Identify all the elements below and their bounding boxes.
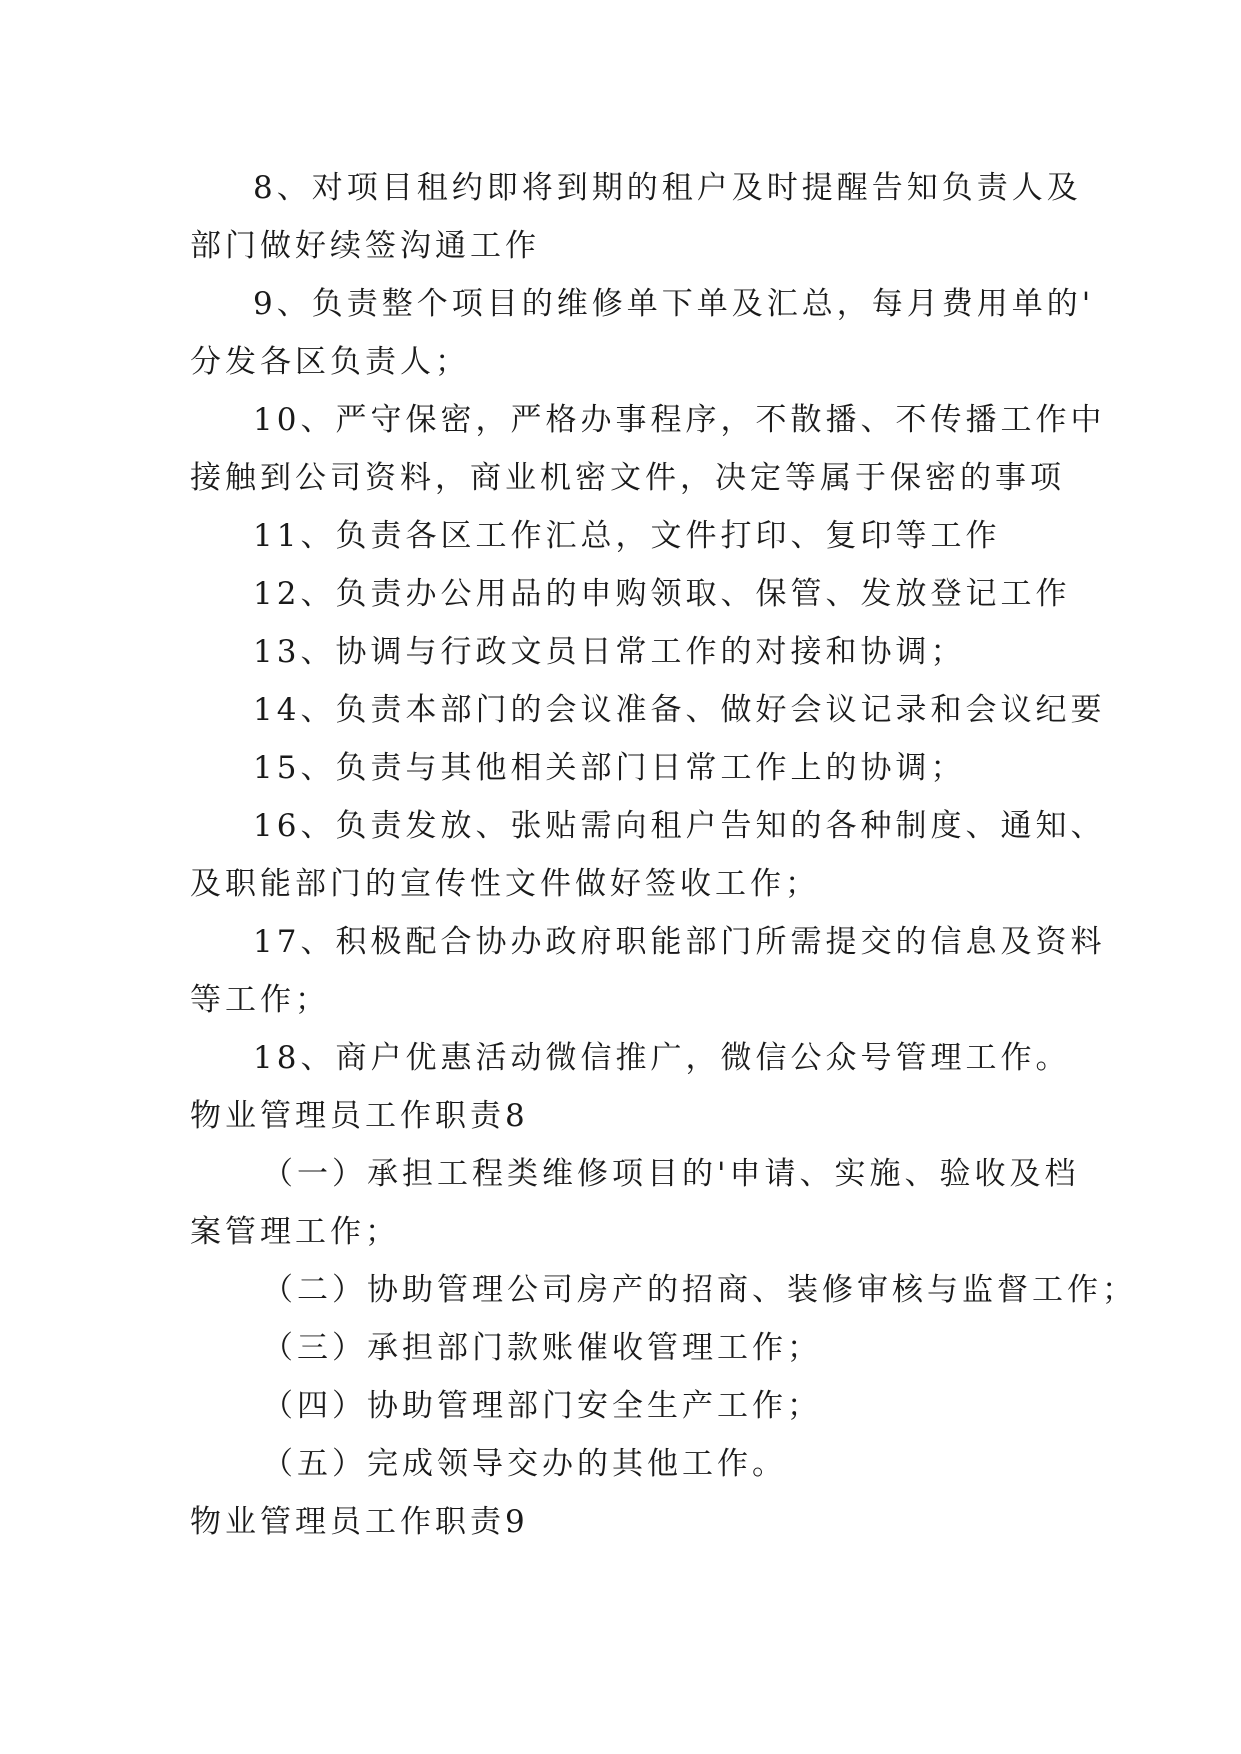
text-line: 部门做好续签沟通工作 — [190, 228, 540, 264]
text-line: （一）承担工程类维修项目的'申请、实施、验收及档 — [262, 1156, 1080, 1192]
text-line: （二）协助管理公司房产的招商、装修审核与监督工作； — [262, 1272, 1137, 1308]
text-line: 案管理工作； — [190, 1214, 400, 1250]
text-line: 等工作； — [190, 982, 330, 1018]
text-line: 11、负责各区工作汇总，文件打印、复印等工作 — [253, 518, 1001, 554]
section-heading: 物业管理员工作职责8 — [190, 1098, 529, 1134]
text-line: 18、商户优惠活动微信推广，微信公众号管理工作。 — [253, 1040, 1071, 1076]
text-line: 分发各区负责人； — [190, 344, 470, 380]
text-line: 8、对项目租约即将到期的租户及时提醒告知负责人及 — [253, 170, 1082, 206]
text-line: （三）承担部门款账催收管理工作； — [262, 1330, 822, 1366]
text-line: 14、负责本部门的会议准备、做好会议记录和会议纪要 — [253, 692, 1106, 728]
text-line: 17、积极配合协办政府职能部门所需提交的信息及资料 — [253, 924, 1106, 960]
text-line: （五）完成领导交办的其他工作。 — [262, 1446, 787, 1482]
text-line: 15、负责与其他相关部门日常工作上的协调； — [253, 750, 966, 786]
text-line: 12、负责办公用品的申购领取、保管、发放登记工作 — [253, 576, 1071, 612]
section-heading: 物业管理员工作职责9 — [190, 1504, 529, 1540]
text-line: 13、协调与行政文员日常工作的对接和协调； — [253, 634, 966, 670]
text-line: （四）协助管理部门安全生产工作； — [262, 1388, 822, 1424]
text-line: 接触到公司资料，商业机密文件，决定等属于保密的事项 — [190, 460, 1065, 496]
text-line: 16、负责发放、张贴需向租户告知的各种制度、通知、 — [253, 808, 1106, 844]
text-line: 10、严守保密，严格办事程序，不散播、不传播工作中 — [253, 402, 1106, 438]
text-line: 9、负责整个项目的维修单下单及汇总，每月费用单的' — [253, 286, 1095, 322]
text-line: 及职能部门的宣传性文件做好签收工作； — [190, 866, 820, 902]
